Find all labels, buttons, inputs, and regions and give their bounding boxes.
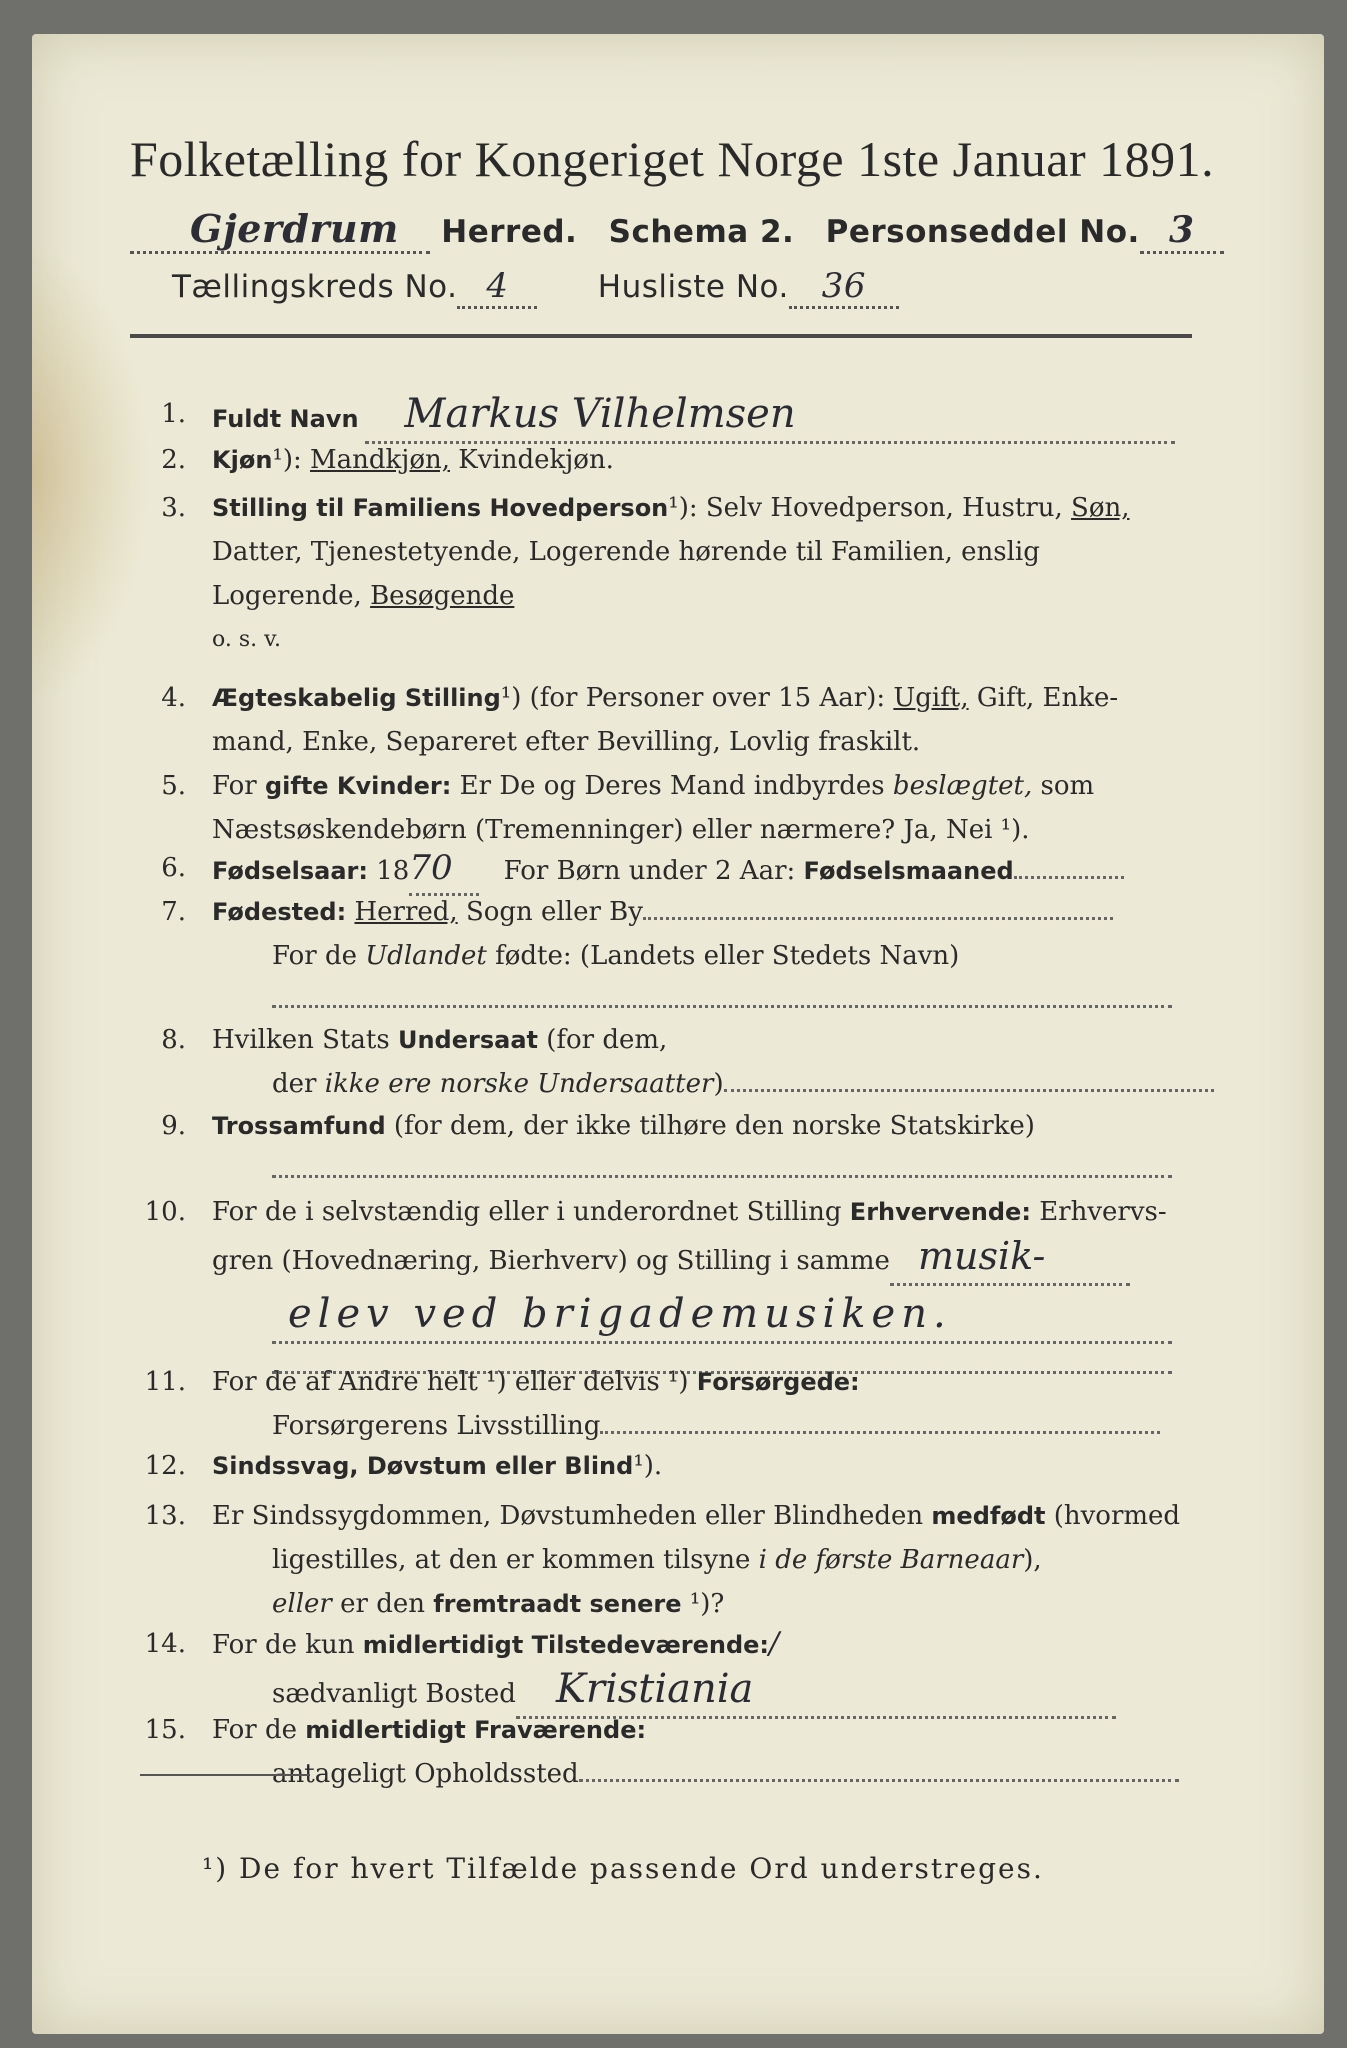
temp-present-label: midlertidigt Tilstedeværende: [362,1631,770,1659]
citizenship-qualifier: (for dem, [546,1025,668,1055]
married-women-som: som [1040,771,1095,801]
congenital-paren: ), [1023,1545,1042,1575]
usual-residence-label: sædvanligt Bosted [272,1679,516,1709]
kreds-line [172,266,899,309]
religion-label: Trossamfund [212,1112,386,1140]
family-position-etc: o. s. v. [212,627,281,652]
family-position-options: Selv Hovedperson, Hustru, [705,493,1063,523]
birthplace-herred: Herred, [354,897,458,927]
question-number: 2. [161,445,186,475]
birthplace-options: Sogn eller By [465,897,643,927]
question-number: 14. [144,1629,186,1659]
supported-label: Forsørgede: [696,1368,860,1396]
marital-status-options: Gift, Enke- [976,683,1119,713]
family-position-besogende: Besøgende [370,581,515,611]
footnote-ref: ¹) [500,683,522,713]
congenital-label: medfødt [931,1502,1046,1530]
congenital-later-label: fremtraadt senere [433,1590,682,1618]
sex-label: Kjøn [212,446,273,474]
footnote-rule [140,1774,310,1776]
temp-present-prefix: For de kun [212,1630,355,1660]
footnote-ref: ¹): [272,445,302,475]
occupation-erhvervs: Erhvervs- [1039,1197,1167,1227]
full-name-value: Markus Vilhelmsen [404,391,796,437]
husliste-label: Husliste No. [597,269,789,305]
question-number: 12. [144,1451,186,1481]
married-women-question-2: Næstsøskendebørn (Tremenninger) eller nærmere? Ja, Nei ¹). [212,815,1030,845]
congenital-question: Er Sindssygdommen, Døvstumheden eller Blindheden [212,1501,924,1531]
citizenship-label: Undersaat [397,1026,538,1054]
married-women-for: For [212,771,257,801]
question-number: 6. [161,853,186,883]
occupation-label: Erhvervende: [849,1198,1031,1226]
sex-female-option: Kvindekjøn. [458,445,614,475]
question-number: 3. [161,493,186,523]
family-position-logerende: Logerende, [212,581,362,611]
full-name-label: Fuldt Navn [212,405,359,433]
family-position-son: Søn, [1071,493,1130,523]
personseddel-label: Personseddel No. [825,214,1140,250]
footnote-ref: ¹)? [689,1589,725,1619]
occupation-question: gren (Hovednæring, Bierhverv) og Stilling i samme [212,1246,890,1276]
herred-line [130,206,1224,254]
question-number: 15. [144,1715,186,1745]
married-women-question: Er De og Deres Mand indbyrdes [459,771,885,801]
herred-value: Gjerdrum [190,206,399,251]
occupation-value-1: musik- [917,1234,1046,1278]
marital-status-options-2: mand, Enke, Separeret efter Bevilling, Lovlig fraskilt. [212,727,921,757]
congenital-question-2: ligestilles, at den er kommen tilsyne [272,1545,751,1575]
congenital-er-den: er den [340,1589,425,1619]
provider-occupation-label: Forsørgerens Livsstilling [272,1411,601,1441]
supported-prefix: For de af Andre helt ¹) eller delvis ¹) [212,1367,689,1397]
disability-label: Sindssvag, Døvstum eller Blind [212,1452,634,1480]
sex-male-option: Mandkjøn, [310,445,450,475]
question-number: 13. [144,1501,186,1531]
citizenship-paren: ) [713,1069,724,1099]
herred-label: Herred. [441,214,578,250]
foreign-born-question: fødte: (Landets eller Stedets Navn) [495,941,960,971]
birthplace-label: Fødested: [212,898,347,926]
married-women-related: beslægtet, [892,771,1033,801]
question-number: 9. [161,1111,186,1141]
temp-absent-label: midlertidigt Fraværende: [305,1716,647,1744]
header-rule [130,334,1192,338]
footnote-ref: ¹): [668,493,698,523]
question-number: 7. [161,897,186,927]
birth-year-value: 70 [409,848,453,888]
kreds-label: Tællingskreds No. [172,269,458,305]
question-number: 10. [144,1197,186,1227]
personseddel-value: 3 [1168,209,1195,251]
foreign-born-label: Udlandet [365,941,487,971]
temp-present-mark: / [769,1626,780,1661]
footnote-ref: ¹). [633,1451,663,1481]
marital-status-label: Ægteskabelig Stilling [212,684,501,712]
citizenship-der: der [272,1069,317,1099]
occupation-value-2: elev ved brigademusiken. [288,1291,952,1337]
married-women-label: gifte Kvinder: [264,772,452,800]
citizenship-prefix: Hvilken Stats [212,1025,390,1055]
foreign-born-for: For de [272,941,357,971]
footnote: ¹) De for hvert Tilfælde passende Ord understreges. [202,1852,1044,1885]
congenital-hvormed: (hvormed [1053,1501,1181,1531]
birth-month-label: Fødselsmaaned [803,857,1014,885]
temp-absent-prefix: For de [212,1715,297,1745]
marital-status-qualifier: (for Personer over 15 Aar): [529,683,886,713]
schema-label: Schema 2. [608,214,795,250]
birth-year-prefix: 18 [376,856,410,886]
birth-month-qualifier: For Børn under 2 Aar: [503,856,796,886]
form-title: Folketælling for Kongeriget Norge 1ste Januar 1891. [130,131,1215,187]
question-number: 11. [144,1367,186,1397]
question-number: 4. [161,683,186,713]
family-position-options-2: Datter, Tjenestetyende, Logerende hørende til Familien, enslig [212,537,1040,567]
birth-year-label: Fødselsaar: [212,857,368,885]
question-number: 5. [161,771,186,801]
occupation-prefix: For de i selvstændig eller i underordnet Stilling [212,1197,842,1227]
question-number: 1. [161,399,186,429]
religion-qualifier: (for dem, der ikke tilhøre den norske Statskirke) [393,1111,1035,1141]
census-form-sheet [32,34,1324,2034]
marital-status-unmarried: Ugift, [893,683,969,713]
family-position-label: Stilling til Familiens Hovedperson [212,494,669,522]
presumed-residence-label: antageligt Opholdssted [272,1759,579,1789]
congenital-eller: eller [272,1589,332,1619]
question-number: 8. [161,1025,186,1055]
congenital-early-years: i de første Barneaar [758,1545,1024,1575]
usual-residence-value: Kristiania [555,1666,754,1712]
citizenship-non-norwegian: ikke ere norske Undersaatter [324,1069,714,1099]
kreds-value: 4 [486,266,509,306]
husliste-value: 36 [821,266,866,306]
